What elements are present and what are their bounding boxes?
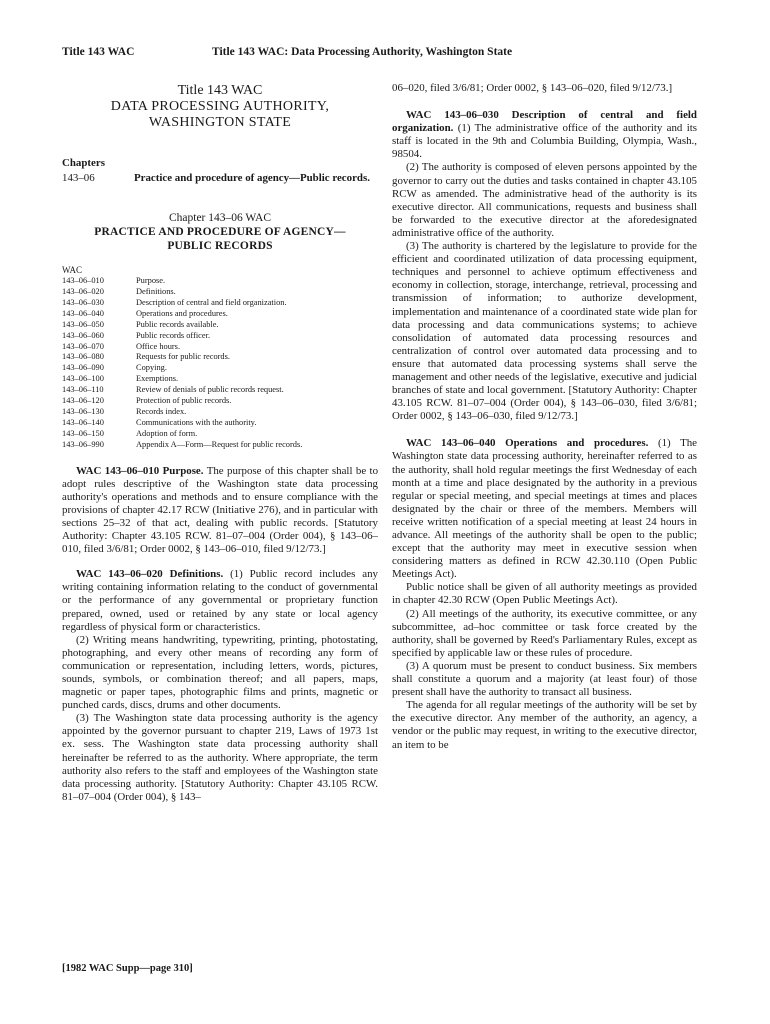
toc-row bbox=[62, 287, 378, 298]
toc-row bbox=[62, 418, 378, 429]
section-paragraph: (2) All meetings of the authority, its executive committee, or any subcommittee, ad–hoc committee or task force created by the authority, shall be governed by Reed's Parliamentary Rules, except as specified by applicable law or these rules of procedure. bbox=[392, 607, 697, 659]
right-column bbox=[392, 82, 697, 752]
toc-row bbox=[62, 429, 378, 440]
chapters-heading: Chapters bbox=[62, 157, 105, 169]
section-label: WAC 143–06–020 Definitions. bbox=[76, 568, 224, 581]
section-text: The purpose of this chapter shall be to adopt rules descriptive of the Washington state data processing authority's operations and methods and to ensure compliance with the provisions of chapter 42.17 RCW (Initiative 276), and in particular with sections 25–32 of that act, dealing with public records. [Statutory Authority: Chapter 43.105 RCW. 81–07–004 (Order 004), § 143–06–010, filed 3/6/81; Order 0002, § 143–06–010, filed 9/12/73.] bbox=[62, 464, 379, 556]
section-label: WAC 143–06–030 Description of central and field organization. bbox=[392, 109, 697, 135]
toc-row bbox=[62, 298, 378, 309]
section-label: WAC 143–06–010 Purpose. bbox=[76, 464, 204, 477]
toc-number: 143–06–050 bbox=[62, 319, 104, 329]
section-paragraph: Public notice shall be given of all authority meetings as provided in chapter 42.30 RCW (Open Public Meetings Act). bbox=[392, 581, 697, 607]
toc-number: 143–06–120 bbox=[62, 396, 104, 406]
toc-title: Requests for public records. bbox=[136, 352, 230, 362]
section-paragraph: (1) The Washington state data processing authority, hereinafter referred to as the authority, shall hold regular meetings the first Wednesday of each month at a time and place designated by the authority in a previous regular or special meeting, and special meetings at times and places designated by the chair or three of the members. Members will receive written notification of a special meeting at least 24 hours in advance. All meetings of the authority shall be open to the public; except that the authority may meet in executive session when considering matters as defined in RCW 42.30.110 (Open Public Meetings Act). bbox=[392, 437, 697, 581]
toc-row bbox=[62, 309, 378, 320]
section-paragraph: (1) The administrative office of the authority and its staff is located in the 9th and Columbia Building, Olympia, Wash., 98504. bbox=[392, 122, 697, 161]
section-paragraph: (2) Writing means handwriting, typewriting, printing, photostating, photographing, and every other means of recording any form of communication or representation, including letters, words, pictures, sounds, symbols, or combination thereof; and all papers, maps, magnetic or paper tapes, photographic films and prints, magnetic or punched cards, discs, drums and other documents. bbox=[62, 633, 378, 712]
toc-number: 143–06–030 bbox=[62, 297, 104, 307]
section-paragraph: (3) The Washington state data processing authority is the agency appointed by the governor pursuant to chapter 219, Laws of 1973 1st ex. sess. The Washington state data processing authority shall hereinafter be referred to as the authority. Where appropriate, the term authority also refers to the staff and employees of the Washington state data processing authority. [Statutory Authority: Chapter 43.105 RCW. 81–07–004 (Order 004), § 143– bbox=[62, 712, 378, 803]
section-label: WAC 143–06–040 Operations and procedures. bbox=[406, 437, 649, 450]
toc-title: Copying. bbox=[136, 363, 167, 373]
toc-row bbox=[62, 342, 378, 353]
toc-row bbox=[62, 363, 378, 374]
toc-number: 143–06–990 bbox=[62, 439, 104, 449]
toc-title: Purpose. bbox=[136, 276, 166, 286]
toc-number: 143–06–110 bbox=[62, 385, 104, 395]
toc-number: 143–06–100 bbox=[62, 374, 104, 384]
chapter-heading-line-1: Chapter 143–06 WAC bbox=[168, 212, 271, 225]
toc-title: Review of denials of public records request. bbox=[136, 385, 284, 395]
toc-number: 143–06–020 bbox=[62, 287, 104, 296]
toc-number: 143–06–080 bbox=[62, 352, 104, 362]
section-143-06-040 bbox=[392, 437, 697, 751]
section-index-heading: WAC bbox=[62, 265, 82, 276]
toc-title: Adoption of form. bbox=[136, 428, 198, 438]
title-line-3: WASHINGTON STATE bbox=[148, 115, 292, 130]
chapter-number: 143–06 bbox=[62, 172, 95, 185]
title-line-1: Title 143 WAC bbox=[177, 83, 263, 98]
section-paragraph: The agenda for all regular meetings of the authority will be set by the executive director. Any member of the authority, an agency, a vendor or the public may request, in writing to the executive director, an item to be bbox=[392, 699, 697, 751]
toc-row bbox=[62, 320, 378, 331]
toc-title: Public records available. bbox=[136, 319, 219, 329]
toc-title: Protection of public records. bbox=[136, 396, 232, 406]
toc-number: 143–06–040 bbox=[62, 308, 104, 318]
title-block bbox=[62, 82, 378, 131]
toc-title: Appendix A—Form—Request for public records. bbox=[136, 439, 303, 449]
toc-row bbox=[62, 396, 378, 407]
toc-row bbox=[62, 276, 378, 287]
chapters-list bbox=[62, 157, 378, 185]
toc-title: Communications with the authority. bbox=[136, 417, 257, 427]
section-paragraph: (1) Public record includes any writing containing information relating to the conduct of governmental or the performance of any governmental or proprietary function prepared, owned, used or retained by any state or local agency regardless of physical form or characteristics. bbox=[62, 568, 378, 633]
chapter-heading-line-2: PRACTICE AND PROCEDURE OF AGENCY— bbox=[94, 226, 346, 239]
toc-number: 143–06–010 bbox=[62, 276, 104, 286]
running-header-left: Title 143 WAC bbox=[62, 46, 135, 58]
toc-row bbox=[62, 385, 378, 396]
toc-title: Office hours. bbox=[136, 341, 181, 351]
section-143-06-010 bbox=[62, 465, 378, 557]
toc-number: 143–06–070 bbox=[62, 341, 104, 351]
toc-row bbox=[62, 331, 378, 342]
section-paragraph: 06–020, filed 3/6/81; Order 0002, § 143–06–020, filed 9/12/73.] bbox=[392, 82, 673, 94]
section-paragraph: (3) The authority is chartered by the legislature to provide for the efficient and coordinated utilization of data processing equipment, techniques and personnel to achieve optimum effectiveness and economy in collection, storage, interchange, retrieval, processing and transmission of information; to authorize development, implementation and maintenance of a coordinated state wide plan for data processing and data communications systems; to achieve consolidation of automated data processing resources and centralization of control over automated data processing and to ensure that automated data processing systems shall serve the management and other needs of the legislative, executive and judicial branches of state and local government. [Statutory Authority: Chapter 43.105 RCW. 81–07–004 (Order 004), § 143–06–030, filed 3/6/81; Order 0002, § 143–06–030, filed 9/12/73.] bbox=[392, 240, 697, 423]
chapter-row bbox=[62, 172, 378, 185]
section-paragraph: (3) A quorum must be present to conduct business. Six members shall constitute a quorum and a majority (at least four) of those present shall have the authority to transact all business. bbox=[392, 659, 697, 699]
chapter-heading-line-3: PUBLIC RECORDS bbox=[167, 240, 273, 253]
title-line-2: DATA PROCESSING AUTHORITY, bbox=[110, 99, 330, 114]
toc-number: 143–06–090 bbox=[62, 363, 104, 373]
toc-number: 143–06–060 bbox=[62, 330, 104, 340]
chapter-heading bbox=[62, 211, 378, 253]
toc-number: 143–06–150 bbox=[62, 428, 104, 438]
toc-number: 143–06–130 bbox=[62, 406, 104, 416]
page-footer: [1982 WAC Supp—page 310] bbox=[62, 963, 193, 974]
toc-row bbox=[62, 374, 378, 385]
toc-title: Public records officer. bbox=[136, 330, 211, 340]
left-column bbox=[62, 76, 378, 804]
running-header-center: Title 143 WAC: Data Processing Authority, Washington State bbox=[212, 46, 513, 58]
toc-title: Definitions. bbox=[136, 287, 176, 296]
toc-number: 143–06–140 bbox=[62, 417, 104, 427]
toc-row bbox=[62, 407, 378, 418]
section-paragraph: (2) The authority is composed of eleven persons appointed by the governor to carry out the duties and tasks contained in chapter 43.105 RCW as amended. The administrative head of the authority is its executive director. All communications, requests and business shall be forwarded to the executive director at the aforedesignated administrative office of the authority. bbox=[392, 161, 697, 239]
section-143-06-020 bbox=[62, 568, 378, 804]
section-143-06-020-continued bbox=[392, 82, 697, 95]
section-index bbox=[62, 265, 378, 450]
toc-title: Operations and procedures. bbox=[136, 308, 228, 318]
chapter-name: Practice and procedure of agency—Public records. bbox=[134, 172, 370, 185]
toc-row bbox=[62, 440, 378, 451]
toc-title: Records index. bbox=[136, 406, 187, 416]
toc-title: Exemptions. bbox=[136, 374, 179, 384]
toc-title: Description of central and field organization. bbox=[136, 297, 287, 307]
toc-row bbox=[62, 352, 378, 363]
section-143-06-030 bbox=[392, 109, 697, 423]
